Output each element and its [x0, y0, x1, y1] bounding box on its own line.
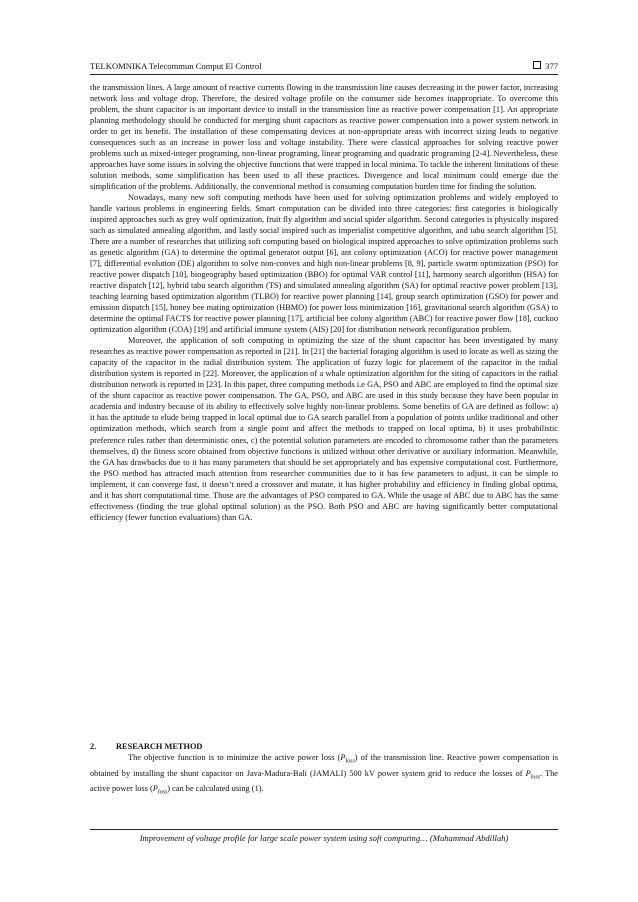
paragraph-3: Moreover, the application of soft computing in optimizing the size of the shunt capacitor has been investigated by many researches as reactive power compensation as reported in [21]. In [21] the bacterial foraging algorithm is used to locate as well as sizing the capacity of the capacitor in the radial distribution system. The application of fuzzy logic for placement of the capacitor in the radial distribution system is reported in [22]. Moreover, the application of a whale optimization algorithm for the siting of capacitors in the radial distribution network is reported in [23]. In this paper, three computing methods i.e GA, PSO and ABC are employed to find the optimal size of the shunt capacitor as reactive power compensation. The GA, PSO, and ABC are used in this study because they have been popular in academia and industry because of its ability to effectively solve highly non-linear problems. Some benefits of GA are defined as follow: a) it has the aptitude to elude being trapped in local optimal due to GA search parallel from a population of points unlike traditional and other optimization methods, which search from a single point and affect the methods to trapped on local optima, b) it uses probabilistic preference rules rather than deterministic ones, c) the potential solution parameters are encoded to chromosome rather than the parameters themselves, d) the fitness score obtained from objective functions is utilized without other derivative or auxiliary information. Meanwhile, the GA has drawbacks due to it has many parameters that should be set appropriately and has expensive computational cost. Furthermore, the PSO method has attracted much attention from researcher communities due to it has few parameters to adjust, it can be simple to implement, it can converge fast, it doesn’t need a crossover and mutate, it has higher probability and efficiency in finding global optima, and it has short computational time. Those are the advantages of PSO compared to GA. While the usage of ABC due to ABC has the same effectiveness (finding the true global optimal solution) as the PSO. Both PSO and ABC are having significantly better computational efficiency (fewer function evaluations) than GA.: [90, 336, 558, 522]
section-heading: [90, 741, 558, 752]
ploss-symbol: $P_{loss}$: [525, 768, 541, 781]
section-number: 2.: [90, 742, 97, 751]
section-text-part-4: ) can be calculated using (1).: [167, 784, 264, 794]
running-footer: Improvement of voltage profile for large scale power system using soft computing… (Muhammad Abdillah): [139, 833, 509, 843]
section-text-part-2: ) of the transmission line. Reactive power compensation is obtained by installing the shunt capacitor on Java-Madura-Bali (JAMALI) 500 kV power system grid to reduce the losses of: [90, 753, 558, 778]
footer-divider: [90, 829, 558, 830]
section-paragraph: [90, 752, 558, 799]
journal-name: TELKOMNIKA Telecommun Comput El Control: [90, 61, 262, 71]
page-number-value: 377: [545, 61, 558, 71]
header-divider: [90, 74, 558, 75]
page-number: [533, 59, 558, 73]
ploss-symbol: $P_{loss}$: [340, 753, 355, 765]
section-text-part-1: The objective function is to minimize the active power loss (: [128, 753, 341, 762]
section-text-part-3: . The active power loss (: [90, 768, 558, 794]
paragraph-2: Nowadays, many new soft computing methods have been used for solving optimization problems and widely employed to handle various problems in engineering fields. Smart computation can be divided into three categories: first categories is biologically inspired approaches such as grey wolf optimization, fruit fly algorithm and social spider algorithm. Second categories is physically inspired such as simulated annealing algorithm, and lastly social inspired such as imperialist competitive algorithm, and tabu search algorithm [5]. There are a number of researches that utilizing soft computing based on biological inspired approaches to solve optimization problems such as genetic algorithm (GA) to determine the optimal generator output [6], ant colony optimization (ACO) for reactive power management [7], differential evolution (DE) algorithm to solve non-convex and high non-linear problems [8, 9], particle swarm optimization (PSO) for reactive power dispatch [10], biogeography based optimization (BBO) for optimal VAR control [11], harmony search algorithm (HSA) for reactive dispatch [12], hybrid tabu search algorithm (TS) and simulated annealing algorithm (SA) for optimal reactive power problem [13], teaching learning based optimization algorithm (TLBO) for reactive power planning [14], group search optimization (GSO) for power and emission dispatch [15], honey bee mating optimization (HBMO) for power loss minimization [16], gravitational search algorithm (GSA) to determine the optimal FACTS for reactive power planning [17], artificial bee colony algorithm (ABC) for reactive power flow [18], cuckoo optimization algorithm (COA) [19] and artificial immune system (AIS) [20] for distribution network reconfiguration problem.: [90, 193, 558, 335]
ploss-symbol: $P_{loss}$: [152, 784, 168, 796]
paragraph-1: the transmission lines. A large amount of reactive currents flowing in the transmission line causes decreasing in the power factor, increasing network loss and voltage drop. Therefore, the desired voltage profile on the consumer side becomes inappropriate. To overcome this problem, the shunt capacitor is an important device to install in the transmission line as reactive power compensation [1]. An appropriate planning methodology should be conducted for merging shunt capacitors as reactive power compensation into a power system network in order to get its benefit. The installation of these compensating devices at non-appropriate areas with incorrect sizing leads to negative consequences such as an increase in power loss and voltage instability. There were classical approaches for solving reactive power problems such as mixed-integer programing, non-linear programing, linear programing and quadratic programing [2-4]. Nevertheless, these approaches have some issues in solving the objective functions that were trapped in local minima. To tackle the inherent limitations of these solution methods, some simplification has been used to all these practices. Divergence and local minimum could emerge due the simplification of the problems. Additionally, the conventional method is consuming computation burden time for finding the solution.: [90, 83, 558, 192]
running-header: [90, 59, 558, 73]
body-text: [90, 82, 558, 523]
section-body: [90, 752, 558, 799]
checkbox-square-icon: [533, 61, 541, 69]
section-title: RESEARCH METHOD: [116, 742, 203, 751]
